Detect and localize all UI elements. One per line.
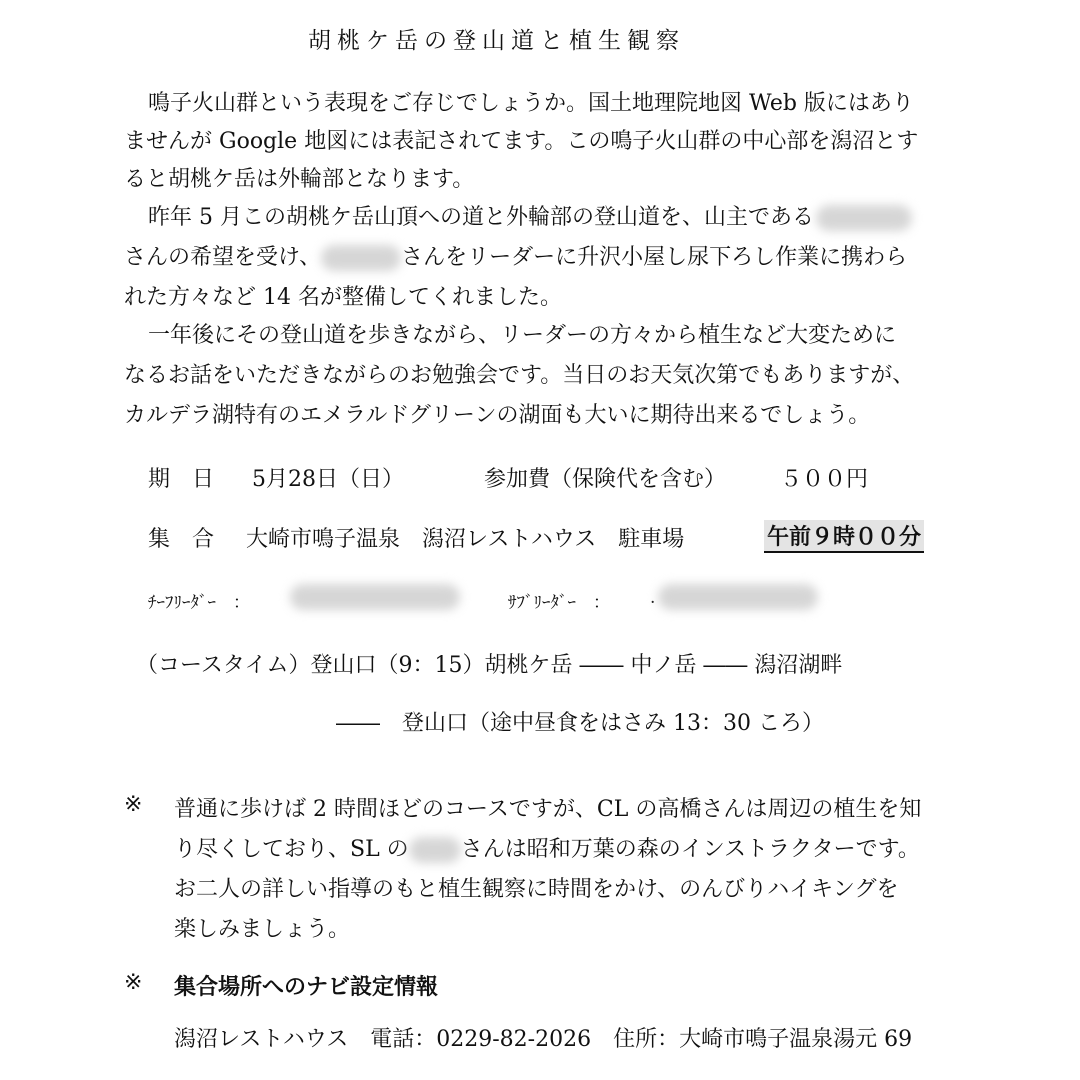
course-line2: ―― 登山口（途中昼食をはさみ 13：30 ころ） — [336, 711, 824, 736]
sub-leader-dot: . — [650, 588, 656, 608]
fee-label: 参加費（保険代を含む） — [484, 467, 727, 492]
note1-line2-b: さんは昭和万葉の森のインストラクターです。 — [460, 837, 920, 862]
date-value: 5月28日（日） — [252, 467, 404, 492]
meeting-place: 大崎市鳴子温泉 潟沼レストハウス 駐車場 — [246, 527, 685, 552]
para2-line1-text: 昨年 5 月この胡桃ケ岳山頂への道と外輪部の登山道を、山主である — [148, 205, 814, 230]
note1-line3: お二人の詳しい指導のもと植生観察に時間をかけ、のんびりハイキングを — [174, 877, 899, 902]
date-label: 期 日 — [148, 467, 215, 492]
para3-line2: なるお話をいただきながらのお勉強会です。当日のお天気次第でもありますが、 — [124, 363, 915, 388]
redacted-name — [816, 205, 912, 231]
chief-leader-label: ﾁｰﾌﾘｰﾀﾞｰ ： — [148, 593, 250, 613]
para2-line2-a: さんの希望を受け、 — [124, 245, 322, 270]
meeting-label: 集 合 — [148, 527, 215, 552]
chief-leader-name — [290, 584, 460, 610]
course-line1: （コースタイム）登山口（9：15）胡桃ケ岳 ―― 中ノ岳 ―― 潟沼湖畔 — [136, 653, 843, 678]
fee-value: ５００円 — [780, 467, 869, 492]
note1-line2 — [174, 832, 920, 863]
redacted-name — [290, 584, 460, 610]
note1-line2-a: り尽くしており、SL の — [174, 837, 409, 862]
para1-line3: ると胡桃ケ岳は外輪部となります。 — [124, 167, 475, 192]
sub-leader-name — [658, 584, 818, 610]
para2-line2 — [124, 240, 907, 271]
para1-line1: 鳴子火山群という表現をご存じでしょうか。国土地理院地図 Web 版にはあり — [148, 91, 914, 116]
para2-line2-b: さんをリーダーに升沢小屋し尿下ろし作業に携わら — [401, 245, 908, 270]
para2-line3: れた方々など 14 名が整備してくれました。 — [124, 285, 562, 310]
redacted-name — [409, 837, 461, 863]
note1-mark: ※ — [124, 792, 143, 817]
redacted-name — [321, 245, 401, 271]
para1-line2: ませんが Google 地図には表記されてます。この鳴子火山群の中心部を潟沼とす — [124, 129, 919, 154]
sub-leader-label: ｻﾌﾞﾘｰﾀﾞｰ ： — [508, 593, 610, 613]
note2-heading: 集合場所へのナビ設定情報 — [174, 974, 439, 1000]
page-title: 胡桃ケ岳の登山道と植生観察 — [308, 28, 685, 54]
meeting-time: 午前９時００分 — [764, 520, 924, 553]
note1-line4: 楽しみましょう。 — [174, 917, 351, 942]
para3-line3: カルデラ湖特有のエメラルドグリーンの湖面も大いに期待出来るでしょう。 — [124, 403, 871, 428]
note2-mark: ※ — [124, 970, 143, 995]
para2-line1 — [148, 200, 912, 231]
venue-info: 潟沼レストハウス 電話：0229-82-2026 住所：大崎市鳴子温泉湯元 69 — [174, 1027, 913, 1052]
redacted-name — [658, 584, 818, 610]
para3-line1: 一年後にその登山道を歩きながら、リーダーの方々から植生など大変ために — [148, 323, 897, 348]
note1-line1: 普通に歩けば 2 時間ほどのコースですが、CL の高橋さんは周辺の植生を知 — [174, 797, 922, 822]
